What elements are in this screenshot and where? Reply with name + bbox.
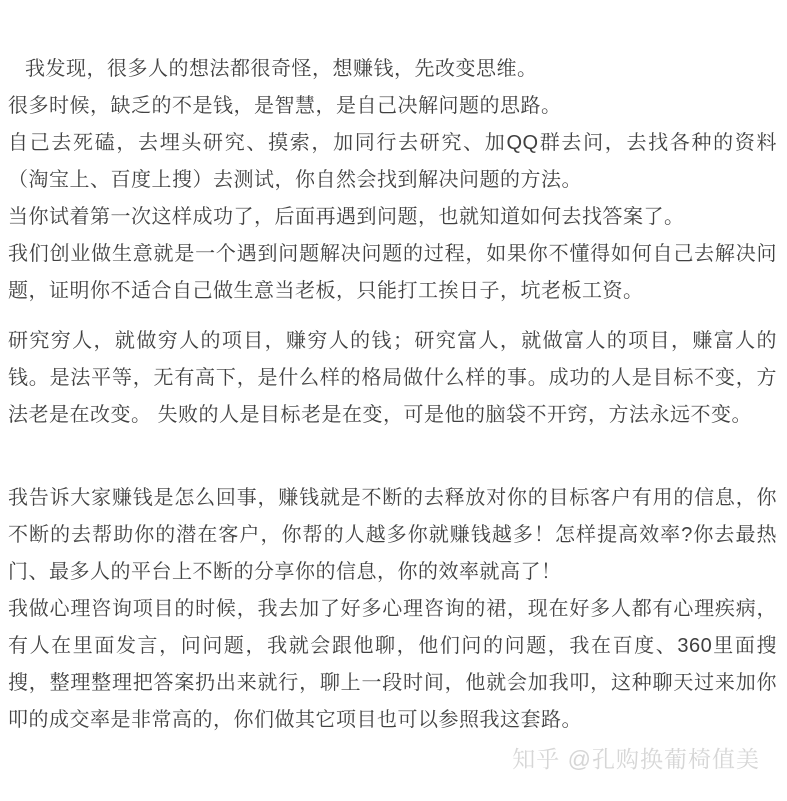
- article-paragraph: 自己去死磕，去埋头研究、摸索，加同行去研究、加QQ群去问，去找各种的资料（淘宝上、百度上搜）去测试，你自然会找到解决问题的方法。: [8, 132, 777, 191]
- article-paragraph: 我发现，很多人的想法都很奇怪，想赚钱，先改变思维。: [25, 58, 538, 80]
- article-paragraph: 当你试着第一次这样成功了，后面再遇到问题，也就知道如何去找答案了。: [8, 206, 685, 228]
- article-paragraph: 我告诉大家赚钱是怎么回事，赚钱就是不断的去释放对你的目标客户有用的信息，你不断的去帮助你的潜在客户，你帮的人越多你就赚钱越多！怎样提高效率?你去最热门、最多人的平台上不断的分享你的信息，你的效率就高了！: [8, 487, 777, 583]
- article-paragraph: 研究穷人，就做穷人的项目，赚穷人的钱；研究富人，就做富人的项目，赚富人的钱。是法平等，无有高下，是什么样的格局做什么样的事。成功的人是目标不变，方法老是在改变。 失败的人是目标老是在变，可是他的脑袋不开窍，方法永远不变。: [8, 330, 777, 426]
- article-paragraph: 我做心理咨询项目的时候，我去加了好多心理咨询的裙，现在好多人都有心理疾病，有人在里面发言，问问题，我就会跟他聊，他们问的问题，我在百度、360里面搜搜，整理整理把答案扔出来就行，聊上一段时间，他就会加我叩，这种聊天过来加你叩的成交率是非常高的，你们做其它项目也可以参照我这套路。: [8, 598, 777, 731]
- article-paragraph: 很多时候，缺乏的不是钱，是智慧，是自己决解问题的思路。: [8, 95, 562, 117]
- article-body: [8, 51, 777, 739]
- article-paragraph: 我们创业做生意就是一个遇到问题解决问题的过程，如果你不懂得如何自己去解决问题，证明你不适合自己做生意当老板，只能打工挨日子，坑老板工资。: [8, 243, 777, 302]
- zhihu-watermark: 知乎 @孔购换葡椅值美: [512, 746, 760, 772]
